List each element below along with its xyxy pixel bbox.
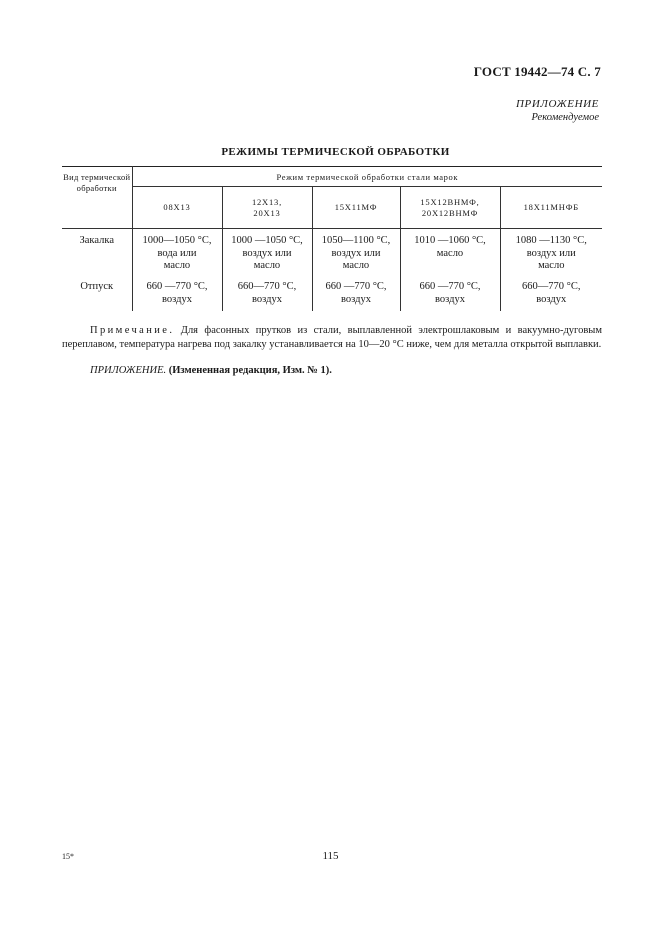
- table-cell: 1080 —1130 °С, воздух или масло: [500, 229, 602, 276]
- table-note: [62, 324, 602, 351]
- sheet-mark: 15*: [62, 852, 74, 861]
- appendix-status: Рекомендуемое: [531, 112, 599, 123]
- note-label: Примечание.: [90, 325, 175, 336]
- grade-header-text: 15Х12ВНМФ, 20Х12ВНМФ: [420, 196, 480, 218]
- page-header-standard: ГОСТ 19442—74 С. 7: [473, 64, 601, 79]
- grade-header: 15Х11МФ: [312, 187, 400, 229]
- treatment-type-header: Вид термической обработки: [62, 167, 132, 229]
- amendment-prefix: ПРИЛОЖЕНИЕ.: [90, 365, 167, 376]
- table-cell: 1050—1100 °С, воздух или масло: [312, 229, 400, 276]
- table-title: РЕЖИМЫ ТЕРМИЧЕСКОЙ ОБРАБОТКИ: [221, 146, 450, 158]
- table-cell: 1000 —1050 °С, воздух или масло: [222, 229, 312, 276]
- table-cell: 660 —770 °С, воздух: [132, 275, 222, 311]
- page-number: 115: [322, 850, 339, 862]
- heat-treatment-table-wrap: [62, 166, 602, 311]
- table-row: [62, 275, 602, 311]
- note-text: Для фасонных прутков из стали, выплавленной электрошлаковым и вакуумно-дуговым переплавом, температура нагрева под закалку устанавливается на 10—20 °С ниже, чем для металла открытой выплавки.: [62, 325, 603, 350]
- grade-header: 18Х11МНФБ: [500, 187, 602, 229]
- row-label: Закалка: [62, 229, 132, 276]
- grade-header: [400, 187, 500, 229]
- amendment-line: [90, 365, 332, 376]
- table-cell: 1010 —1060 °С, масло: [400, 229, 500, 276]
- table-cell: 1000—1050 °С, вода или масло: [132, 229, 222, 276]
- grade-header-text: 12Х13, 20Х13: [251, 196, 283, 218]
- table-row: [62, 229, 602, 276]
- steel-grade-group-header: Режим термической обработки стали марок: [132, 167, 602, 187]
- appendix-label: ПРИЛОЖЕНИЕ: [516, 98, 599, 110]
- amendment-text: (Измененная редакция, Изм. № 1).: [168, 365, 332, 376]
- grade-header: [222, 187, 312, 229]
- table-cell: 660 —770 °С, воздух: [400, 275, 500, 311]
- heat-treatment-table: [62, 166, 602, 311]
- table-cell: 660—770 °С, воздух: [222, 275, 312, 311]
- table-cell: 660—770 °С, воздух: [500, 275, 602, 311]
- appendix-block: [516, 98, 599, 124]
- table-cell: 660 —770 °С, воздух: [312, 275, 400, 311]
- row-label: Отпуск: [62, 275, 132, 311]
- grade-header: 08Х13: [132, 187, 222, 229]
